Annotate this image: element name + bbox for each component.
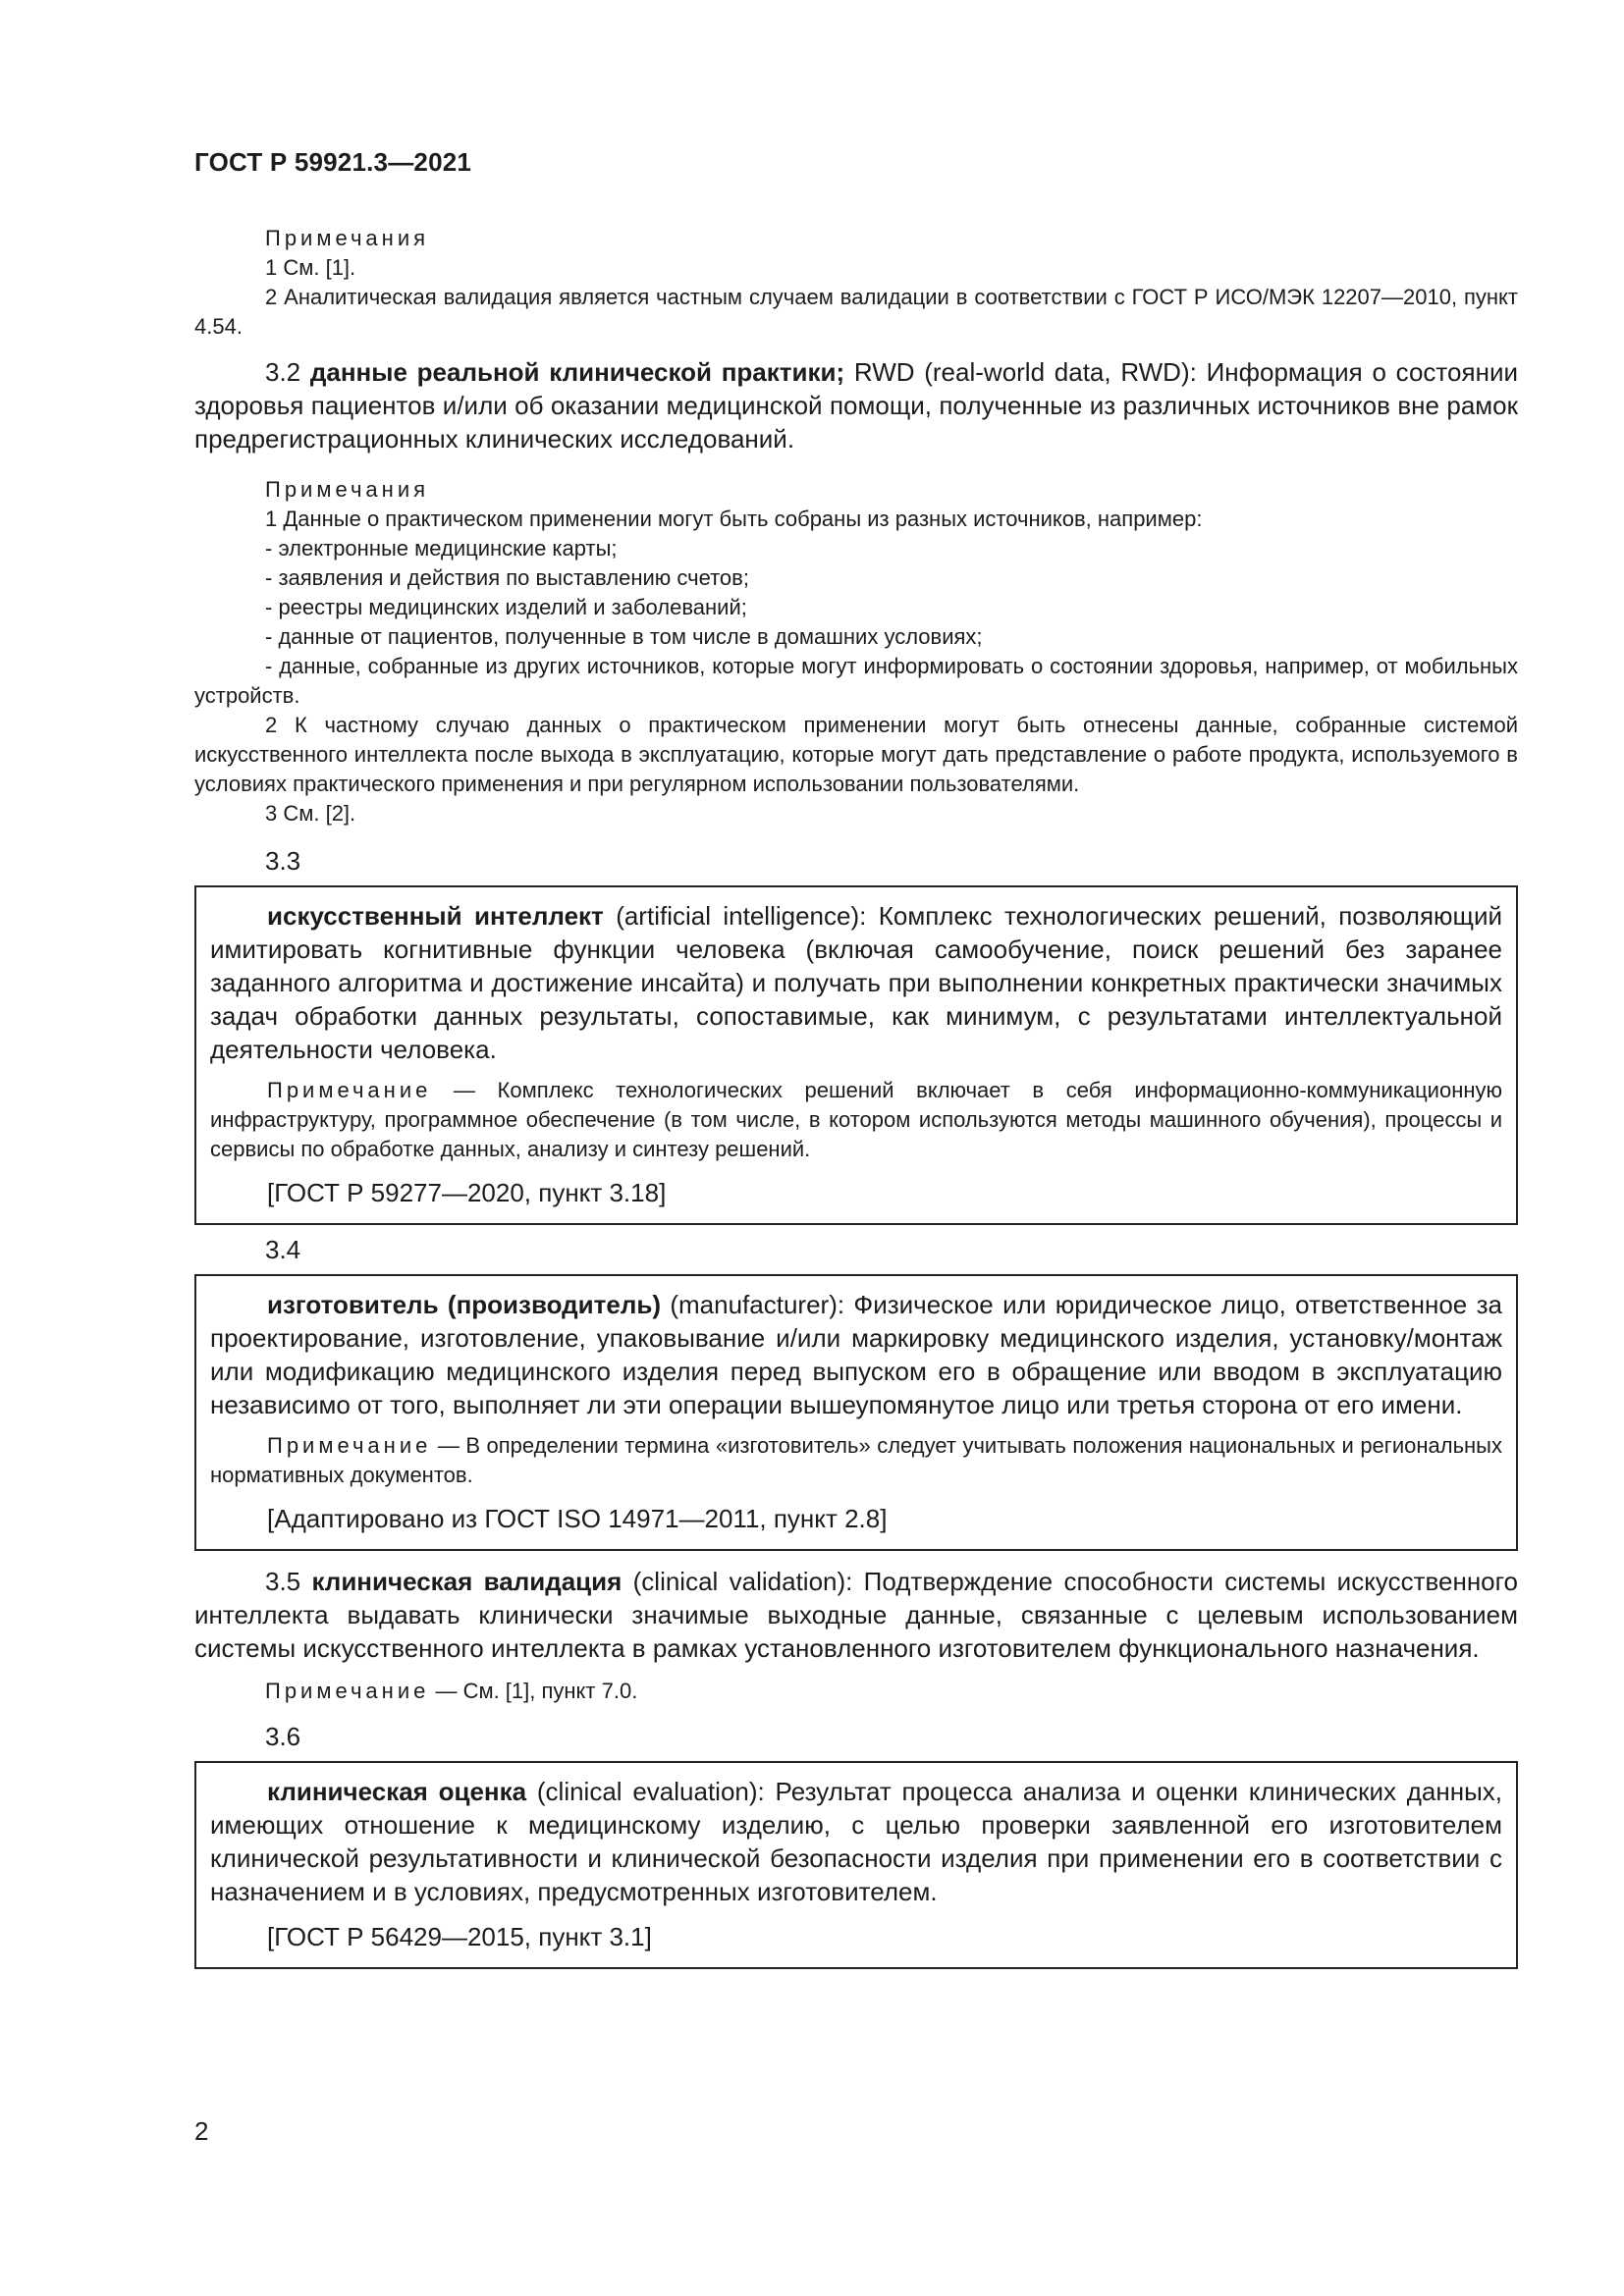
note-list-item: - реестры медицинских изделий и заболеваний; bbox=[265, 595, 747, 619]
term-3-4 bbox=[210, 1288, 1502, 1421]
note-list-item: - данные от пациентов, полученные в том числе в домашних условиях; bbox=[265, 624, 983, 649]
term-definition: (clinical evaluation): Результат процесса анализа и оценки клинических данных, имеющих отношение к медицинскому изделию, с целью проверки заявленной его изготовителем клинической результативности и клинической безопасности изделия при применении его в соответствии с назначением и в условиях, предусмотренных изготовителем. bbox=[210, 1777, 1502, 1906]
term-number: 3.5 bbox=[265, 1567, 312, 1596]
page-number: 2 bbox=[194, 2116, 209, 2146]
notes-title-text: Примечания bbox=[265, 226, 430, 250]
note-text: — Комплекс технологических решений включает в себя информационно-коммуникационную инфраструктуру, программное обеспечение (в том числе, в котором используются методы машинного обучения), процессы и сервисы по обработке данных, анализу и синтезу решений. bbox=[210, 1078, 1502, 1161]
note-list-item: - данные, собранные из других источников, которые могут информировать о состоянии здоровья, например, от мобильных устройств. bbox=[194, 654, 1518, 708]
term-name: данные реальной клинической практики; bbox=[309, 357, 845, 387]
term-source: [ГОСТ Р 59277—2020, пункт 3.18] bbox=[267, 1178, 667, 1207]
notes-title bbox=[194, 224, 1518, 253]
notes-title-text: Примечания bbox=[265, 477, 430, 502]
document-header: ГОСТ Р 59921.3—2021 bbox=[194, 147, 472, 177]
note-item: 2 Аналитическая валидация является частным случаем валидации в соответствии с ГОСТ Р ИСО/МЭК 12207—2010, пункт 4.54. bbox=[194, 285, 1518, 339]
term-box-3-4 bbox=[194, 1274, 1518, 1551]
notes-title bbox=[194, 475, 1518, 505]
term-box-3-6 bbox=[194, 1761, 1518, 1969]
note-list-item: - заявления и действия по выставлению счетов; bbox=[265, 565, 749, 590]
term-definition: RWD (real-world data, RWD): Информация о состоянии здоровья пациентов и/или об оказании медицинской помощи, полученные из различных источников вне рамок предрегистрационных клинических исследований. bbox=[194, 357, 1518, 454]
note-item: 1 Данные о практическом применении могут быть собраны из разных источников, например: bbox=[265, 507, 1203, 531]
note-text: — В определении термина «изготовитель» следует учитывать положения национальных и региональных нормативных документов. bbox=[210, 1433, 1502, 1487]
term-number: 3.2 bbox=[265, 357, 301, 387]
note-label: Примечание bbox=[265, 1679, 430, 1703]
notes-block-2 bbox=[194, 475, 1518, 828]
term-3-5 bbox=[194, 1565, 1518, 1665]
term-3-3 bbox=[210, 899, 1502, 1066]
term-definition: (artificial intelligence): Комплекс технологических решений, позволяющий имитировать когнитивные функции человека (включая самообучение, поиск решений без заранее заданного алгоритма и достижение инсайта) и получать при выполнении конкретных практически значимых задач обработки данных результаты, сопоставимые, как минимум, с результатами интеллектуальной деятельности человека. bbox=[210, 901, 1502, 1064]
term-note bbox=[210, 1431, 1502, 1490]
term-3-6 bbox=[210, 1775, 1502, 1908]
term-note bbox=[194, 1677, 1518, 1706]
note-item: 3 См. [2]. bbox=[265, 801, 356, 826]
term-name: изготовитель (производитель) bbox=[267, 1290, 661, 1319]
note-list-item: - электронные медицинские карты; bbox=[265, 536, 618, 561]
note-item: 2 К частному случаю данных о практическом применении могут быть отнесены данные, собранные системой искусственного интеллекта после выхода в эксплуатацию, которые могут дать представление о работе продукта, используемого в условиях практического применения и при регулярном использовании пользователями. bbox=[194, 713, 1518, 796]
term-definition: (manufacturer): Физическое или юридическое лицо, ответственное за проектирование, изготовление, упаковывание и/или маркировку медицинского изделия, установку/монтаж или модификацию медицинского изделия перед выпуском его в обращение или вводом в эксплуатацию независимо от того, выполняет ли эти операции вышеупомянутое лицо или третья сторона от его имени. bbox=[210, 1290, 1502, 1419]
term-name: клиническая оценка bbox=[267, 1777, 527, 1806]
note-text: — См. [1], пункт 7.0. bbox=[429, 1679, 638, 1703]
term-name: клиническая валидация bbox=[311, 1567, 623, 1596]
term-source: [ГОСТ Р 56429—2015, пункт 3.1] bbox=[267, 1922, 652, 1951]
term-definition: (clinical validation): Подтверждение способности системы искусственного интеллекта выдавать клинически значимые выходные данные, связанные с целевым использованием системы искусственного интеллекта в рамках установленного изготовителем функционального назначения. bbox=[194, 1567, 1519, 1663]
note-label: Примечание bbox=[267, 1433, 432, 1458]
term-number: 3.3 bbox=[265, 846, 301, 876]
document-body bbox=[194, 224, 1518, 1969]
note-item: 1 См. [1]. bbox=[265, 255, 356, 280]
term-note bbox=[210, 1076, 1502, 1164]
notes-block-1 bbox=[194, 224, 1518, 342]
term-name: искусственный интеллект bbox=[267, 901, 604, 931]
term-box-3-3 bbox=[194, 885, 1518, 1225]
term-number: 3.6 bbox=[265, 1722, 301, 1751]
note-label: Примечание bbox=[267, 1078, 432, 1102]
term-3-2 bbox=[194, 355, 1518, 455]
term-source: [Адаптировано из ГОСТ ISO 14971—2011, пункт 2.8] bbox=[267, 1504, 888, 1533]
term-number: 3.4 bbox=[265, 1235, 301, 1264]
